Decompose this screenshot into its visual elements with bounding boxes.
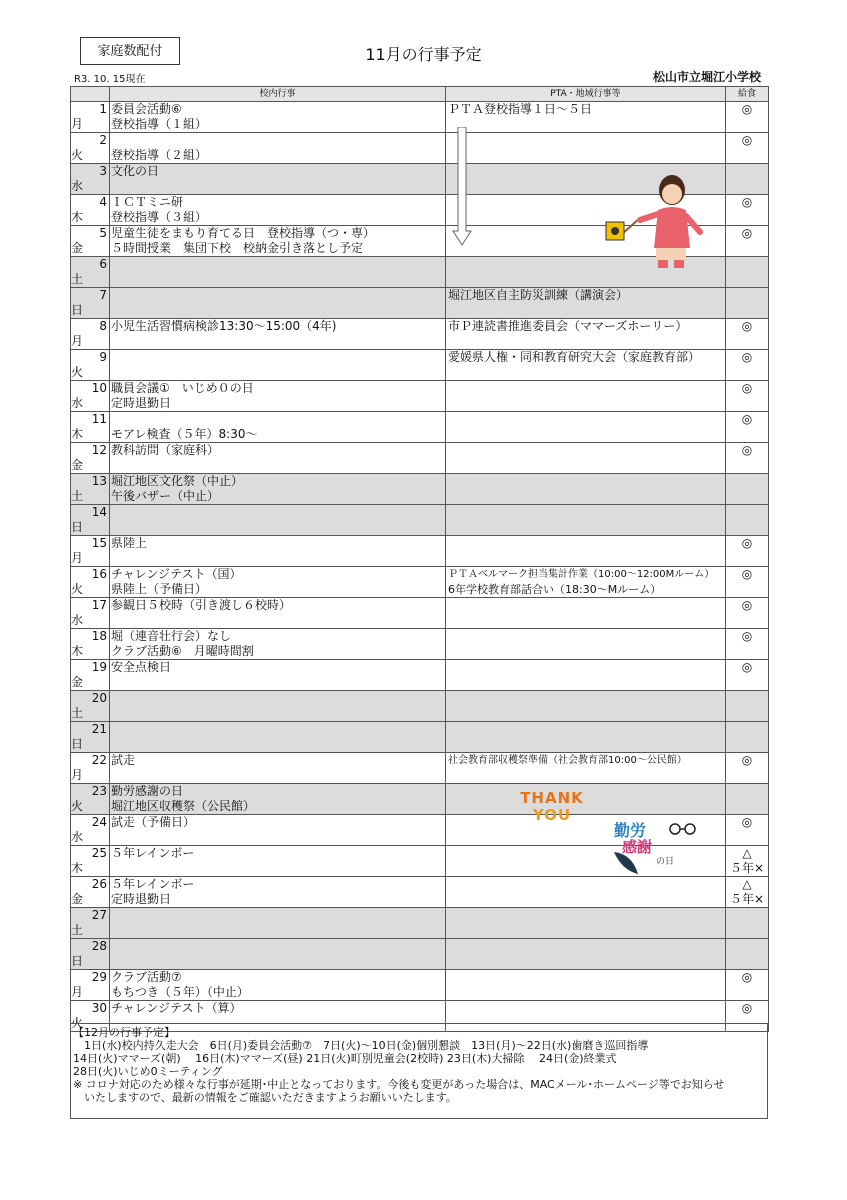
lunch-cell — [726, 691, 769, 722]
day-number: 2 — [99, 133, 107, 147]
school-event: 安全点検日 — [111, 660, 172, 674]
day-date-cell — [71, 908, 110, 939]
weekday-label: 火 — [71, 799, 84, 813]
lunch-cell — [726, 257, 769, 288]
pta-events-cell — [446, 474, 726, 505]
day-date-cell — [71, 536, 110, 567]
school-events-cell — [110, 691, 446, 722]
day-date-cell — [71, 753, 110, 784]
weekday-label: 日 — [71, 737, 84, 751]
school-events-cell — [110, 443, 446, 474]
day-number: 19 — [91, 660, 107, 674]
day-number: 5 — [99, 226, 107, 240]
school-event: 勤労感謝の日 — [111, 784, 184, 798]
lunch-mark: ◎ — [741, 536, 753, 550]
day-date-cell — [71, 877, 110, 908]
school-event: 午後バザー（中止） — [111, 489, 220, 503]
school-events-cell — [110, 784, 446, 815]
school-event: ５年レインボー — [111, 846, 195, 860]
pta-events-cell — [446, 629, 726, 660]
weekday-label: 金 — [71, 241, 84, 255]
lunch-mark: ◎ — [741, 815, 753, 829]
school-event: 定時退勤日 — [111, 396, 172, 410]
day-number: 16 — [91, 567, 107, 581]
day-number: 22 — [91, 753, 107, 767]
school-event: ５時間授業 集団下校 校納金引き落とし予定 — [111, 241, 364, 255]
lunch-cell — [726, 195, 769, 226]
page-title: 11月の行事予定 — [365, 45, 482, 64]
notes-line: いたしますので、最新の情報をご確認いただきますようお願いいたします。 — [73, 1091, 457, 1104]
labor-day-text-2: 感謝 — [622, 838, 653, 856]
weekday-label: 日 — [71, 520, 84, 534]
lunch-cell — [726, 536, 769, 567]
table-row — [71, 133, 769, 164]
weekday-label: 木 — [71, 644, 84, 658]
day-date-cell — [71, 133, 110, 164]
lunch-mark: ◎ — [741, 195, 753, 209]
school-events-cell — [110, 195, 446, 226]
lunch-cell — [726, 908, 769, 939]
school-events-cell — [110, 660, 446, 691]
day-date-cell — [71, 660, 110, 691]
day-number: 8 — [99, 319, 107, 333]
lunch-mark: ◎ — [741, 350, 753, 364]
weekday-label: 木 — [71, 427, 84, 441]
school-name: 松山市立堀江小学校 — [652, 70, 761, 84]
pta-events-cell — [446, 319, 726, 350]
pta-event: ＰＴＡベルマーク担当集計作業（10:00～12:00Mルーム） — [448, 569, 715, 580]
weekday-label: 日 — [71, 954, 84, 968]
pta-event: 愛媛県人権・同和教育研究大会（家庭教育部） — [448, 350, 701, 364]
pta-event: 堀江地区自主防災訓練（講演会） — [448, 288, 629, 302]
weekday-label: 金 — [71, 892, 84, 906]
school-events-cell — [110, 412, 446, 443]
weekday-label: 土 — [71, 706, 84, 720]
day-number: 6 — [99, 257, 107, 271]
day-date-cell — [71, 815, 110, 846]
notes-line: 1日(水)校内持久走大会 6日(月)委員会活動⑦ 7日(火)～10日(金)個別懇談 13日(月)～22日(水)歯磨き巡回指導 — [73, 1039, 649, 1052]
lunch-cell — [726, 629, 769, 660]
pta-events-cell — [446, 412, 726, 443]
pta-events-cell — [446, 908, 726, 939]
school-event: 委員会活動⑥ — [111, 102, 182, 116]
pta-events-cell — [446, 939, 726, 970]
school-event: チャレンジテスト（算） — [111, 1001, 242, 1015]
pta-events-cell — [446, 877, 726, 908]
weekday-label: 日 — [71, 303, 84, 317]
day-number: 26 — [91, 877, 107, 891]
table-row — [71, 939, 769, 970]
down-arrow-icon — [452, 127, 472, 247]
weekday-label: 月 — [71, 985, 84, 999]
you-text: YOU — [532, 806, 572, 824]
weekday-label: 土 — [71, 489, 84, 503]
weekday-label: 金 — [71, 458, 84, 472]
pta-events-cell — [446, 660, 726, 691]
school-event: 試走（予備日） — [111, 815, 196, 829]
school-events-cell — [110, 257, 446, 288]
school-events-header: 校内行事 — [110, 87, 446, 102]
day-date-cell — [71, 226, 110, 257]
day-number: 29 — [91, 970, 107, 984]
school-events-cell — [110, 164, 446, 195]
table-row — [71, 102, 769, 133]
leaf-icon — [612, 848, 642, 876]
day-number: 23 — [91, 784, 107, 798]
school-event: 文化の日 — [111, 164, 160, 178]
school-events-cell — [110, 133, 446, 164]
day-number: 24 — [91, 815, 107, 829]
lunch-mark: ◎ — [741, 133, 753, 147]
school-events-cell — [110, 288, 446, 319]
school-event: 登校指導（３組） — [111, 210, 208, 224]
day-number: 21 — [91, 722, 107, 736]
school-events-cell — [110, 815, 446, 846]
day-date-cell — [71, 288, 110, 319]
school-event: チャレンジテスト（国） — [111, 567, 242, 581]
school-events-cell — [110, 629, 446, 660]
school-events-cell — [110, 350, 446, 381]
table-row — [71, 660, 769, 691]
table-row — [71, 443, 769, 474]
pta-event: ＰＴＡ登校指導１日～５日 — [448, 102, 593, 116]
weekday-label: 火 — [71, 148, 84, 162]
pta-events-cell — [446, 753, 726, 784]
lunch-cell — [726, 505, 769, 536]
pta-events-cell — [446, 133, 726, 164]
lunch-cell — [726, 660, 769, 691]
table-row — [71, 288, 769, 319]
day-number: 9 — [99, 350, 107, 364]
day-number: 12 — [91, 443, 107, 457]
school-event: 児童生徒をまもり育てる日 登校指導（つ・専） — [111, 226, 376, 240]
lunch-mark: ◎ — [741, 381, 753, 395]
table-row — [71, 970, 769, 1001]
school-events-cell — [110, 598, 446, 629]
table-row — [71, 412, 769, 443]
school-events-cell — [110, 505, 446, 536]
lunch-cell — [726, 815, 769, 846]
school-event: モアレ検査（５年）8:30～ — [111, 427, 258, 441]
labor-day-text-1: 勤労 — [614, 821, 647, 840]
day-date-cell — [71, 939, 110, 970]
weekday-label: 水 — [71, 613, 84, 627]
notes-line: 28日(火)いじめ0ミーティング — [73, 1065, 223, 1078]
pta-events-cell — [446, 536, 726, 567]
lunch-mark: ◎ — [741, 226, 753, 240]
lunch-cell — [726, 846, 769, 877]
table-row — [71, 381, 769, 412]
day-number: 25 — [91, 846, 107, 860]
day-date-cell — [71, 598, 110, 629]
lunch-cell — [726, 350, 769, 381]
day-date-cell — [71, 257, 110, 288]
lunch-mark: ◎ — [741, 567, 753, 581]
table-row — [71, 505, 769, 536]
lunch-cell — [726, 598, 769, 629]
school-events-cell — [110, 753, 446, 784]
day-number: 28 — [91, 939, 107, 953]
table-row — [71, 784, 769, 815]
school-event: 堀江地区文化祭（中止） — [111, 474, 244, 488]
school-event: 教科訪問（家庭科） — [111, 443, 220, 457]
school-event: もちつき（５年）（中止） — [111, 985, 249, 999]
weekday-label: 金 — [71, 675, 84, 689]
thank-text: THANK — [520, 789, 584, 807]
lunch-cell — [726, 784, 769, 815]
lunch-cell — [726, 381, 769, 412]
lunch-cell — [726, 474, 769, 505]
weekday-label: 水 — [71, 830, 84, 844]
school-event: 参観日５校時（引き渡し６校時） — [111, 598, 292, 612]
school-event: 登校指導（２組） — [111, 148, 208, 162]
school-event: 県陸上（予備日） — [111, 582, 208, 596]
school-event — [111, 412, 445, 427]
day-date-cell — [71, 970, 110, 1001]
day-number: 4 — [99, 195, 107, 209]
lunch-mark: ◎ — [741, 660, 753, 674]
day-number: 17 — [91, 598, 107, 612]
school-events-cell — [110, 846, 446, 877]
weekday-label: 木 — [71, 861, 84, 875]
lunch-cell — [726, 412, 769, 443]
day-date-cell — [71, 474, 110, 505]
glasses-icon — [668, 822, 698, 836]
table-row — [71, 753, 769, 784]
pta-events-cell — [446, 443, 726, 474]
weekday-label: 火 — [71, 365, 84, 379]
day-date-cell — [71, 319, 110, 350]
day-date-cell — [71, 195, 110, 226]
day-number: 30 — [91, 1001, 107, 1015]
school-event: ５年レインボー — [111, 877, 195, 891]
day-number: 27 — [91, 908, 107, 922]
day-date-cell — [71, 102, 110, 133]
lunch-cell — [726, 443, 769, 474]
pta-events-cell — [446, 350, 726, 381]
school-events-cell — [110, 939, 446, 970]
labor-day-decoration — [610, 818, 700, 876]
day-date-cell — [71, 846, 110, 877]
lunch-mark: ５年× — [729, 861, 765, 875]
pta-events-cell — [446, 505, 726, 536]
lunch-mark: ◎ — [741, 319, 753, 333]
table-row — [71, 908, 769, 939]
lunch-mark: ◎ — [741, 598, 753, 612]
table-row — [71, 567, 769, 598]
weekday-label: 月 — [71, 117, 84, 131]
lunch-mark: △ — [742, 846, 752, 860]
day-number: 15 — [91, 536, 107, 550]
weekday-label: 水 — [71, 396, 84, 410]
school-events-cell — [110, 970, 446, 1001]
day-date-cell — [71, 443, 110, 474]
day-date-cell — [71, 784, 110, 815]
lunch-header: 給食 — [726, 87, 769, 102]
school-event: 県陸上 — [111, 536, 148, 550]
table-row — [71, 350, 769, 381]
date-column-header — [71, 87, 110, 102]
table-row — [71, 319, 769, 350]
day-number: 18 — [91, 629, 107, 643]
day-number: 10 — [91, 381, 107, 395]
day-number: 11 — [91, 412, 107, 426]
lunch-cell — [726, 226, 769, 257]
table-row — [71, 598, 769, 629]
as-of-date: R3. 10. 15現在 — [74, 74, 146, 85]
school-events-cell — [110, 226, 446, 257]
lunch-mark: ５年× — [729, 892, 765, 906]
table-row — [71, 877, 769, 908]
weekday-label: 水 — [71, 179, 84, 193]
lunch-mark: ◎ — [741, 102, 753, 116]
day-number: 20 — [91, 691, 107, 705]
school-events-cell — [110, 474, 446, 505]
lunch-cell — [726, 970, 769, 1001]
day-date-cell — [71, 412, 110, 443]
weekday-label: 火 — [71, 582, 84, 596]
school-events-cell — [110, 567, 446, 598]
pta-events-cell — [446, 970, 726, 1001]
day-date-cell — [71, 350, 110, 381]
day-date-cell — [71, 381, 110, 412]
school-event: 試走 — [111, 753, 136, 767]
pta-events-cell — [446, 381, 726, 412]
pta-events-cell — [446, 567, 726, 598]
day-date-cell — [71, 164, 110, 195]
table-row — [71, 629, 769, 660]
pta-event: 6年学校教育部話合い（18:30～Mルーム） — [448, 583, 662, 596]
lunch-mark: ◎ — [741, 970, 753, 984]
lunch-cell — [726, 319, 769, 350]
weekday-label: 火 — [71, 1016, 84, 1030]
pta-event: 市Ｐ連読書推進委員会（ママーズホーリー） — [448, 319, 688, 333]
school-event: 職員会議① いじめ０の日 — [111, 381, 254, 395]
school-event: 堀（連音壮行会）なし — [111, 629, 232, 643]
school-events-cell — [110, 319, 446, 350]
lunch-cell — [726, 102, 769, 133]
day-date-cell — [71, 567, 110, 598]
school-events-cell — [110, 908, 446, 939]
lunch-cell — [726, 133, 769, 164]
school-events-cell — [110, 102, 446, 133]
table-row — [71, 722, 769, 753]
thank-you-decoration — [512, 790, 592, 824]
lunch-cell — [726, 722, 769, 753]
weekday-label: 土 — [71, 923, 84, 937]
pta-events-header: PTA・地域行事等 — [446, 87, 726, 102]
table-row — [71, 691, 769, 722]
table-row — [71, 474, 769, 505]
day-number: 14 — [91, 505, 107, 519]
day-number: 3 — [99, 164, 107, 178]
school-events-cell — [110, 722, 446, 753]
pta-events-cell — [446, 598, 726, 629]
distribution-stamp: 家庭数配付 — [80, 37, 180, 65]
pta-events-cell — [446, 102, 726, 133]
lunch-mark: △ — [742, 877, 752, 891]
weekday-label: 土 — [71, 272, 84, 286]
weekday-label: 月 — [71, 768, 84, 782]
lunch-cell — [726, 753, 769, 784]
lunch-cell — [726, 939, 769, 970]
table-row — [71, 536, 769, 567]
lunch-mark: ◎ — [741, 1001, 753, 1015]
day-number: 13 — [91, 474, 107, 488]
lunch-cell — [726, 877, 769, 908]
lunch-mark: ◎ — [741, 412, 753, 426]
lunch-cell — [726, 567, 769, 598]
school-event — [111, 133, 445, 148]
pta-events-cell — [446, 288, 726, 319]
school-event: 定時退勤日 — [111, 892, 172, 906]
weekday-label: 木 — [71, 210, 84, 224]
lunch-mark: ◎ — [741, 753, 753, 767]
school-events-cell — [110, 536, 446, 567]
pta-event: 社会教育部収穫祭準備（社会教育部10:00～公民館） — [448, 755, 687, 766]
lunch-cell — [726, 164, 769, 195]
day-number: 1 — [99, 102, 107, 116]
pta-events-cell — [446, 691, 726, 722]
table-header-row — [71, 87, 769, 102]
notes-heading: 【12月の行事予定】 — [73, 1026, 175, 1039]
day-date-cell — [71, 691, 110, 722]
school-event: ＩＣＴミニ研 — [111, 195, 184, 209]
school-event: 小児生活習慣病検診13:30～15:00（4年) — [111, 319, 337, 333]
crossing-guard-illustration-icon — [600, 170, 710, 275]
day-date-cell — [71, 505, 110, 536]
school-event: クラブ活動⑦ — [111, 970, 182, 984]
day-number: 7 — [99, 288, 107, 302]
school-event: 堀江地区収穫祭（公民館） — [111, 799, 256, 813]
december-notes — [70, 1023, 768, 1119]
pta-events-cell — [446, 722, 726, 753]
school-event: 登校指導（１組） — [111, 117, 208, 131]
weekday-label: 月 — [71, 334, 84, 348]
school-event: クラブ活動⑥ 月曜時間割 — [111, 644, 254, 658]
lunch-mark: ◎ — [741, 443, 753, 457]
labor-day-text-3: の日 — [656, 857, 675, 867]
school-events-cell — [110, 877, 446, 908]
lunch-cell — [726, 288, 769, 319]
day-date-cell — [71, 629, 110, 660]
weekday-label: 月 — [71, 551, 84, 565]
lunch-mark: ◎ — [741, 629, 753, 643]
notes-line: 14日(火)ママーズ(朝) 16日(木)ママーズ(昼) 21日(火)町別児童会(2校時) 23日(木)大掃除 24日(金)終業式 — [73, 1052, 617, 1065]
day-date-cell — [71, 722, 110, 753]
notes-line: ※ コロナ対応のため様々な行事が延期･中止となっております。今後も変更があった場合は、MACメール･ホームページ等でお知らせ — [73, 1078, 725, 1091]
school-events-cell — [110, 381, 446, 412]
